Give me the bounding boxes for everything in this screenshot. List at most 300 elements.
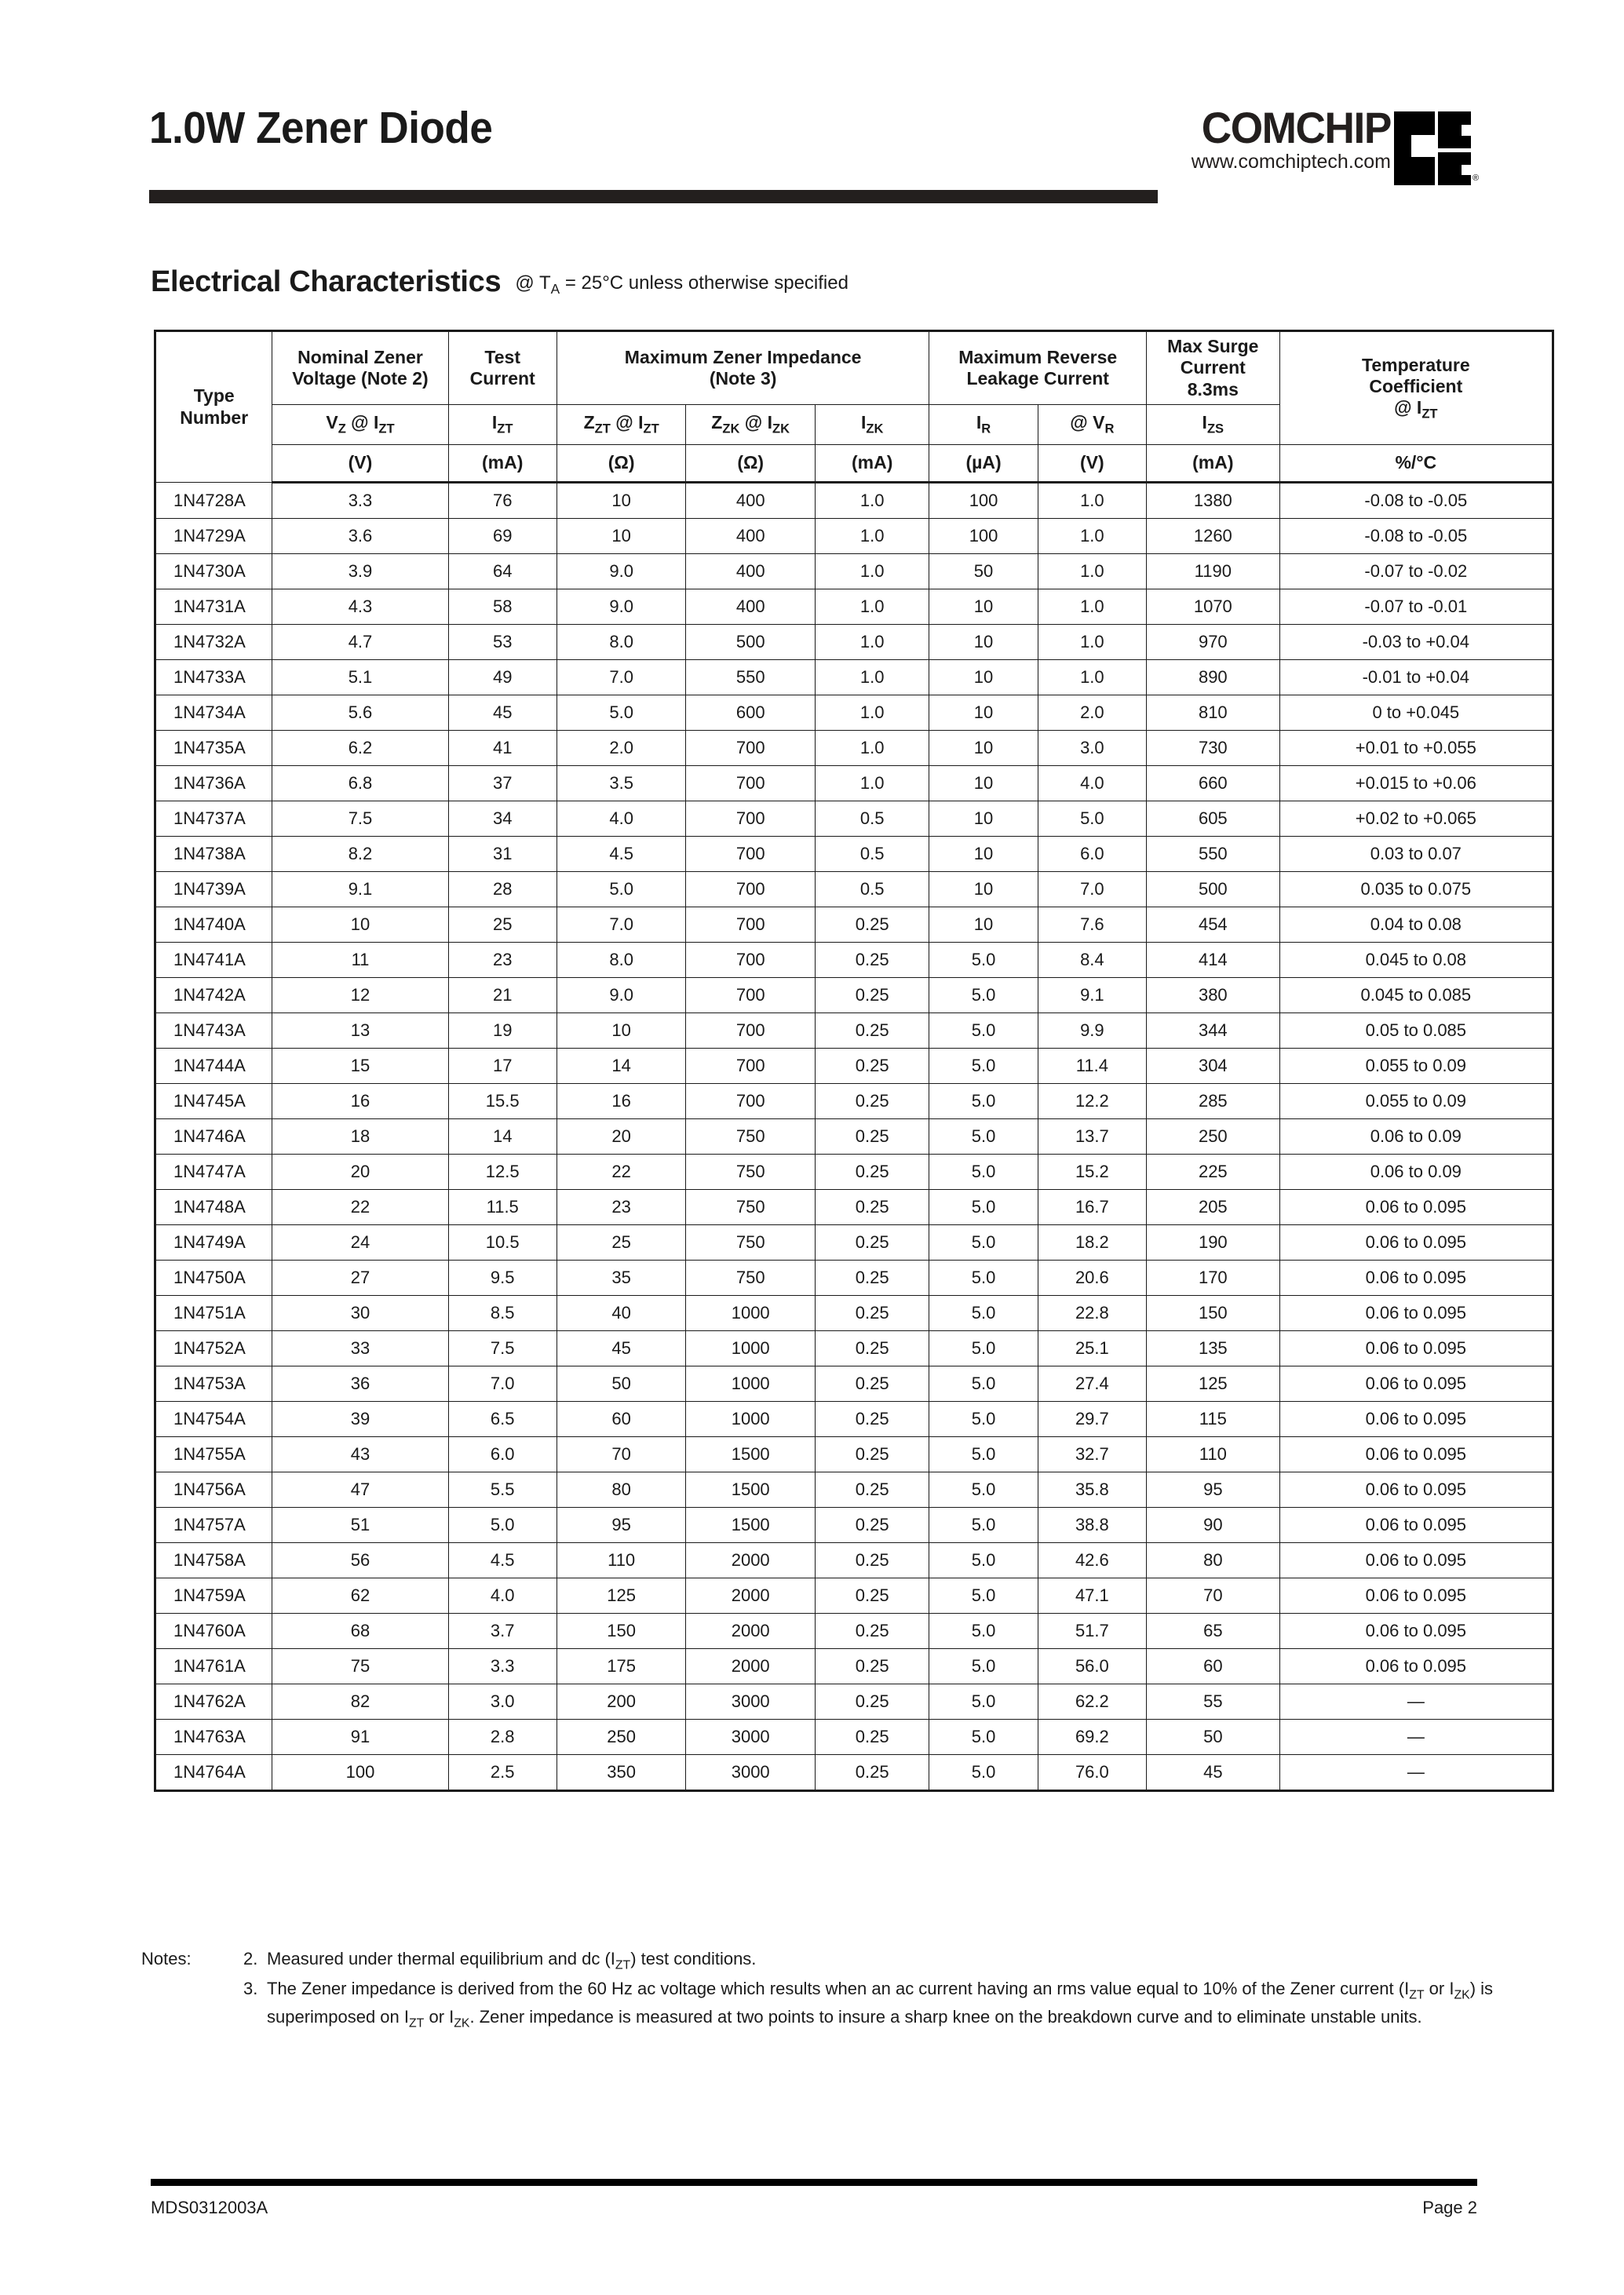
cell-value: 11: [272, 943, 448, 978]
cell-value: 1000: [686, 1366, 816, 1402]
cell-value: 7.5: [272, 801, 448, 837]
table-row: [155, 837, 1553, 872]
cell-value: 400: [686, 483, 816, 519]
cell-value: 700: [686, 978, 816, 1013]
cell-value: 600: [686, 695, 816, 731]
cell-type-number: 1N4753A: [155, 1366, 272, 1402]
cell-value: 0.05 to 0.085: [1279, 1013, 1553, 1049]
cell-value: 60: [557, 1402, 686, 1437]
cell-value: 18.2: [1038, 1225, 1146, 1261]
cell-value: 7.6: [1038, 907, 1146, 943]
cell-value: 0.5: [815, 837, 929, 872]
cell-value: 8.2: [272, 837, 448, 872]
cell-value: -0.01 to +0.04: [1279, 660, 1553, 695]
cell-value: 6.5: [448, 1402, 557, 1437]
cell-value: 49: [448, 660, 557, 695]
cell-value: 0.06 to 0.095: [1279, 1649, 1553, 1684]
cell-value: 700: [686, 801, 816, 837]
cell-value: 12: [272, 978, 448, 1013]
cell-value: 47.1: [1038, 1578, 1146, 1614]
cell-value: 100: [929, 519, 1038, 554]
section-heading-title: Electrical Characteristics: [151, 265, 502, 298]
cell-value: 750: [686, 1190, 816, 1225]
comchip-ce-logo-icon: [1394, 111, 1480, 185]
table-row: [155, 1508, 1553, 1543]
table-row: [155, 1013, 1553, 1049]
cell-value: 1.0: [815, 625, 929, 660]
cell-value: 110: [557, 1543, 686, 1578]
cell-value: 12.2: [1038, 1084, 1146, 1119]
cell-value: 1.0: [1038, 660, 1146, 695]
trademark-symbol: ®: [1473, 173, 1480, 183]
table-row: [155, 1614, 1553, 1649]
cell-type-number: 1N4733A: [155, 660, 272, 695]
cell-value: 125: [1147, 1366, 1280, 1402]
cell-type-number: 1N4757A: [155, 1508, 272, 1543]
cell-type-number: 1N4751A: [155, 1296, 272, 1331]
unit-vr: (V): [1038, 445, 1146, 483]
cell-value: 10: [929, 589, 1038, 625]
cell-type-number: 1N4747A: [155, 1155, 272, 1190]
cell-value: 11.5: [448, 1190, 557, 1225]
cell-value: 700: [686, 872, 816, 907]
cell-value: 285: [1147, 1084, 1280, 1119]
cell-value: 12.5: [448, 1155, 557, 1190]
col-header-temperature-coefficient: Temperature Coefficient @ $I_{ZT}$: [1279, 331, 1553, 445]
unit-ir: (µA): [929, 445, 1038, 483]
cell-value: 7.0: [557, 660, 686, 695]
section-heading-condition: [515, 272, 848, 297]
note-item: [243, 1976, 1523, 2033]
cell-type-number: 1N4754A: [155, 1402, 272, 1437]
cell-value: 5.0: [929, 1755, 1038, 1791]
cell-value: 2.8: [448, 1720, 557, 1755]
cell-value: 970: [1147, 625, 1280, 660]
cell-value: 23: [557, 1190, 686, 1225]
cell-value: 6.8: [272, 766, 448, 801]
cell-value: 35: [557, 1261, 686, 1296]
cell-value: 0.25: [815, 1261, 929, 1296]
cell-value: 22: [557, 1155, 686, 1190]
cell-value: 700: [686, 837, 816, 872]
cell-value: 2000: [686, 1543, 816, 1578]
cell-value: 550: [1147, 837, 1280, 872]
cell-value: 1.0: [815, 483, 929, 519]
cell-value: 2000: [686, 1614, 816, 1649]
cell-value: 1.0: [1038, 625, 1146, 660]
cell-value: 500: [686, 625, 816, 660]
cell-value: 0.5: [815, 801, 929, 837]
cell-value: 1500: [686, 1472, 816, 1508]
cell-value: 4.0: [1038, 766, 1146, 801]
table-row: [155, 1296, 1553, 1331]
cell-value: 1260: [1147, 519, 1280, 554]
cell-type-number: 1N4730A: [155, 554, 272, 589]
cell-value: 10.5: [448, 1225, 557, 1261]
section-heading: [151, 265, 848, 300]
cell-value: 70: [1147, 1578, 1280, 1614]
note-text: The Zener impedance is derived from the 60 Hz ac voltage which results when an ac current having an rms value equal to 10% of the Zener current ($I_{ZT}$ or $I_{ZK}$) is superimposed on $I_{ZT}$ or $I_{ZK}$. Zener impedance is measured at two points to insure a sharp knee on the breakdown curve and to eliminate unstable units.: [267, 1978, 1494, 2030]
cell-value: 8.4: [1038, 943, 1146, 978]
cell-value: 0.035 to 0.075: [1279, 872, 1553, 907]
cell-value: 8.0: [557, 943, 686, 978]
cell-value: 0.25: [815, 1755, 929, 1791]
cell-value: 1.0: [1038, 589, 1146, 625]
cell-value: 3.3: [272, 483, 448, 519]
cell-value: 700: [686, 766, 816, 801]
cell-value: 8.5: [448, 1296, 557, 1331]
cell-value: 0.25: [815, 1190, 929, 1225]
cell-value: —: [1279, 1755, 1553, 1791]
table-row: [155, 625, 1553, 660]
cell-value: 3.5: [557, 766, 686, 801]
cell-value: 5.0: [929, 1084, 1038, 1119]
cell-type-number: 1N4743A: [155, 1013, 272, 1049]
cell-value: 64: [448, 554, 557, 589]
note-number: 2.: [243, 1949, 258, 1968]
symbol-zzt-izt: $Z_{ZT}$ @ $I_{ZT}$: [557, 405, 686, 445]
cell-type-number: 1N4734A: [155, 695, 272, 731]
cell-value: 700: [686, 1049, 816, 1084]
cell-value: 9.1: [1038, 978, 1146, 1013]
cell-value: 10: [272, 907, 448, 943]
cell-value: 5.0: [929, 943, 1038, 978]
cell-value: 250: [1147, 1119, 1280, 1155]
cell-value: 0.25: [815, 1366, 929, 1402]
cell-value: 0.25: [815, 1331, 929, 1366]
cell-value: 1000: [686, 1296, 816, 1331]
cell-type-number: 1N4756A: [155, 1472, 272, 1508]
cell-value: 22.8: [1038, 1296, 1146, 1331]
cell-value: 0.25: [815, 1013, 929, 1049]
table-row: [155, 519, 1553, 554]
cell-value: 750: [686, 1119, 816, 1155]
cell-value: 5.0: [929, 1684, 1038, 1720]
cell-value: 56.0: [1038, 1649, 1146, 1684]
table-row: [155, 1261, 1553, 1296]
cell-value: 3.9: [272, 554, 448, 589]
cell-value: 27: [272, 1261, 448, 1296]
table-row: [155, 660, 1553, 695]
cell-value: 23: [448, 943, 557, 978]
cell-value: 27.4: [1038, 1366, 1146, 1402]
table-row: [155, 1578, 1553, 1614]
cell-value: 24: [272, 1225, 448, 1261]
cell-value: 50: [557, 1366, 686, 1402]
cell-value: -0.08 to -0.05: [1279, 519, 1553, 554]
cell-value: 1000: [686, 1402, 816, 1437]
table-row: [155, 978, 1553, 1013]
cell-value: 2.0: [1038, 695, 1146, 731]
cell-value: -0.07 to -0.02: [1279, 554, 1553, 589]
cell-value: 9.0: [557, 554, 686, 589]
cell-value: 10: [557, 519, 686, 554]
cell-value: 5.0: [557, 872, 686, 907]
cell-value: 95: [557, 1508, 686, 1543]
notes-list: [243, 1947, 1523, 2033]
table-header-row-group: [155, 331, 1553, 405]
cell-type-number: 1N4761A: [155, 1649, 272, 1684]
cell-value: 75: [272, 1649, 448, 1684]
cell-value: 1.0: [815, 554, 929, 589]
cell-value: 0.055 to 0.09: [1279, 1084, 1553, 1119]
cell-value: 0.25: [815, 1649, 929, 1684]
cell-value: 62.2: [1038, 1684, 1146, 1720]
cell-value: 15: [272, 1049, 448, 1084]
cell-type-number: 1N4735A: [155, 731, 272, 766]
unit-izs: (mA): [1147, 445, 1280, 483]
cell-value: 34: [448, 801, 557, 837]
note-text: Measured under thermal equilibrium and dc $(I_{ZT})$ test conditions.: [267, 1949, 757, 1972]
note-item: [243, 1947, 1523, 1975]
cell-value: —: [1279, 1684, 1553, 1720]
cell-value: 5.0: [929, 1720, 1038, 1755]
cell-value: 41: [448, 731, 557, 766]
cell-value: 0.06 to 0.095: [1279, 1225, 1553, 1261]
unit-tempco: %/°C: [1279, 445, 1553, 483]
cell-value: 13.7: [1038, 1119, 1146, 1155]
cell-value: 5.0: [448, 1508, 557, 1543]
cell-value: 1500: [686, 1508, 816, 1543]
cell-value: 25: [448, 907, 557, 943]
cell-value: 175: [557, 1649, 686, 1684]
cell-value: 5.0: [929, 1155, 1038, 1190]
cell-value: 5.0: [929, 1190, 1038, 1225]
cell-value: 0.045 to 0.085: [1279, 978, 1553, 1013]
table-row: [155, 695, 1553, 731]
cell-value: 37: [448, 766, 557, 801]
cell-value: 0.25: [815, 1614, 929, 1649]
note-number: 3.: [243, 1978, 258, 1998]
cell-value: 0.06 to 0.095: [1279, 1331, 1553, 1366]
cell-value: 14: [448, 1119, 557, 1155]
cell-value: 660: [1147, 766, 1280, 801]
table-row: [155, 1119, 1553, 1155]
table-head: [155, 331, 1553, 483]
condition-suffix: = 25°C unless otherwise specified: [560, 272, 848, 294]
cell-type-number: 1N4744A: [155, 1049, 272, 1084]
cell-value: 700: [686, 907, 816, 943]
cell-value: 3.3: [448, 1649, 557, 1684]
cell-type-number: 1N4750A: [155, 1261, 272, 1296]
cell-type-number: 1N4759A: [155, 1578, 272, 1614]
cell-value: 22: [272, 1190, 448, 1225]
cell-value: 5.0: [929, 1225, 1038, 1261]
table-row: [155, 1155, 1553, 1190]
cell-value: 6.0: [448, 1437, 557, 1472]
table-row: [155, 554, 1553, 589]
cell-value: 1.0: [815, 766, 929, 801]
cell-value: 50: [929, 554, 1038, 589]
cell-value: 17: [448, 1049, 557, 1084]
cell-value: 5.0: [929, 1649, 1038, 1684]
cell-type-number: 1N4740A: [155, 907, 272, 943]
cell-value: 5.0: [929, 1472, 1038, 1508]
table-row: [155, 872, 1553, 907]
table-row: [155, 1649, 1553, 1684]
table-row: [155, 1402, 1553, 1437]
cell-type-number: 1N4752A: [155, 1331, 272, 1366]
cell-value: 135: [1147, 1331, 1280, 1366]
cell-value: 0.25: [815, 1543, 929, 1578]
cell-value: 38.8: [1038, 1508, 1146, 1543]
cell-value: 15.5: [448, 1084, 557, 1119]
cell-value: 110: [1147, 1437, 1280, 1472]
cell-value: 90: [1147, 1508, 1280, 1543]
col-header-nominal-zener-voltage: Nominal Zener Voltage (Note 2): [272, 331, 448, 405]
cell-type-number: 1N4749A: [155, 1225, 272, 1261]
cell-value: 80: [1147, 1543, 1280, 1578]
cell-value: 30: [272, 1296, 448, 1331]
cell-value: +0.015 to +0.06: [1279, 766, 1553, 801]
cell-type-number: 1N4732A: [155, 625, 272, 660]
cell-value: 0.06 to 0.095: [1279, 1614, 1553, 1649]
cell-value: 4.7: [272, 625, 448, 660]
cell-value: 1.0: [815, 731, 929, 766]
brand-url[interactable]: www.comchiptech.com: [1191, 151, 1391, 173]
cell-value: 0.06 to 0.095: [1279, 1366, 1553, 1402]
cell-value: 700: [686, 1084, 816, 1119]
cell-value: 205: [1147, 1190, 1280, 1225]
cell-value: 7.0: [557, 907, 686, 943]
page-title: 1.0W Zener Diode: [149, 103, 493, 153]
cell-value: 0.06 to 0.095: [1279, 1261, 1553, 1296]
cell-value: 21: [448, 978, 557, 1013]
cell-value: 31: [448, 837, 557, 872]
cell-value: —: [1279, 1720, 1553, 1755]
cell-value: 25: [557, 1225, 686, 1261]
table-row: [155, 1049, 1553, 1084]
cell-value: 2000: [686, 1578, 816, 1614]
cell-value: 65: [1147, 1614, 1280, 1649]
cell-type-number: 1N4760A: [155, 1614, 272, 1649]
cell-value: 100: [929, 483, 1038, 519]
cell-value: 10: [929, 801, 1038, 837]
cell-value: 1190: [1147, 554, 1280, 589]
cell-value: 5.0: [929, 1331, 1038, 1366]
cell-value: 6.0: [1038, 837, 1146, 872]
table-row: [155, 1472, 1553, 1508]
cell-value: 0.25: [815, 978, 929, 1013]
cell-value: 95: [1147, 1472, 1280, 1508]
cell-value: 5.0: [929, 1614, 1038, 1649]
table-row: [155, 1331, 1553, 1366]
table-row: [155, 1543, 1553, 1578]
table-row: [155, 766, 1553, 801]
cell-value: 0.06 to 0.095: [1279, 1296, 1553, 1331]
cell-value: 5.6: [272, 695, 448, 731]
cell-value: 68: [272, 1614, 448, 1649]
cell-value: 10: [929, 907, 1038, 943]
cell-value: 0.25: [815, 1508, 929, 1543]
cell-value: 250: [557, 1720, 686, 1755]
cell-type-number: 1N4745A: [155, 1084, 272, 1119]
cell-value: 10: [929, 837, 1038, 872]
cell-value: 55: [1147, 1684, 1280, 1720]
cell-value: 400: [686, 589, 816, 625]
cell-value: 750: [686, 1225, 816, 1261]
cell-value: 9.1: [272, 872, 448, 907]
cell-value: +0.02 to +0.065: [1279, 801, 1553, 837]
cell-value: 1.0: [815, 695, 929, 731]
cell-value: 5.0: [929, 1119, 1038, 1155]
cell-value: 414: [1147, 943, 1280, 978]
cell-value: 0.25: [815, 1049, 929, 1084]
cell-value: 5.0: [929, 1296, 1038, 1331]
footer-divider: [151, 2179, 1477, 2186]
cell-value: 10: [929, 872, 1038, 907]
cell-value: 9.9: [1038, 1013, 1146, 1049]
cell-value: 3000: [686, 1720, 816, 1755]
cell-value: 0.25: [815, 1119, 929, 1155]
cell-value: 700: [686, 731, 816, 766]
cell-value: 56: [272, 1543, 448, 1578]
cell-value: 7.5: [448, 1331, 557, 1366]
notes-section: [141, 1947, 1523, 2034]
cell-value: 16: [272, 1084, 448, 1119]
cell-value: 0.06 to 0.095: [1279, 1578, 1553, 1614]
cell-type-number: 1N4737A: [155, 801, 272, 837]
cell-value: 5.0: [929, 1013, 1038, 1049]
cell-value: 14: [557, 1049, 686, 1084]
cell-value: 1.0: [1038, 483, 1146, 519]
cell-value: 0.25: [815, 907, 929, 943]
cell-value: 100: [272, 1755, 448, 1791]
cell-type-number: 1N4742A: [155, 978, 272, 1013]
cell-value: +0.01 to +0.055: [1279, 731, 1553, 766]
cell-value: 5.0: [929, 1578, 1038, 1614]
cell-value: 200: [557, 1684, 686, 1720]
cell-value: 0.055 to 0.09: [1279, 1049, 1553, 1084]
page-header: [149, 102, 1480, 212]
unit-zzk: (Ω): [686, 445, 816, 483]
col-header-type-number: Type Number: [155, 331, 272, 483]
cell-value: 20: [272, 1155, 448, 1190]
table-row: [155, 1084, 1553, 1119]
cell-value: 32.7: [1038, 1437, 1146, 1472]
cell-value: 380: [1147, 978, 1280, 1013]
cell-value: 5.0: [929, 1402, 1038, 1437]
cell-value: 0.5: [815, 872, 929, 907]
cell-value: 3.0: [448, 1684, 557, 1720]
cell-value: 810: [1147, 695, 1280, 731]
cell-value: 20.6: [1038, 1261, 1146, 1296]
table-row: [155, 907, 1553, 943]
cell-value: 50: [1147, 1720, 1280, 1755]
cell-value: 3.6: [272, 519, 448, 554]
cell-value: 4.5: [557, 837, 686, 872]
cell-value: 33: [272, 1331, 448, 1366]
table-row: [155, 1755, 1553, 1791]
cell-value: 0.06 to 0.095: [1279, 1508, 1553, 1543]
cell-value: 53: [448, 625, 557, 660]
symbol-vr: @ $V_R$: [1038, 405, 1146, 445]
cell-type-number: 1N4729A: [155, 519, 272, 554]
condition-subscript: A: [550, 280, 560, 297]
cell-type-number: 1N4739A: [155, 872, 272, 907]
cell-value: 5.0: [929, 1366, 1038, 1402]
table-row: [155, 943, 1553, 978]
cell-value: 40: [557, 1296, 686, 1331]
cell-value: 0.06 to 0.095: [1279, 1437, 1553, 1472]
cell-value: 29.7: [1038, 1402, 1146, 1437]
cell-type-number: 1N4736A: [155, 766, 272, 801]
cell-value: 10: [929, 695, 1038, 731]
cell-value: 28: [448, 872, 557, 907]
cell-value: 0.25: [815, 1155, 929, 1190]
cell-value: 0.25: [815, 1296, 929, 1331]
cell-value: 150: [557, 1614, 686, 1649]
